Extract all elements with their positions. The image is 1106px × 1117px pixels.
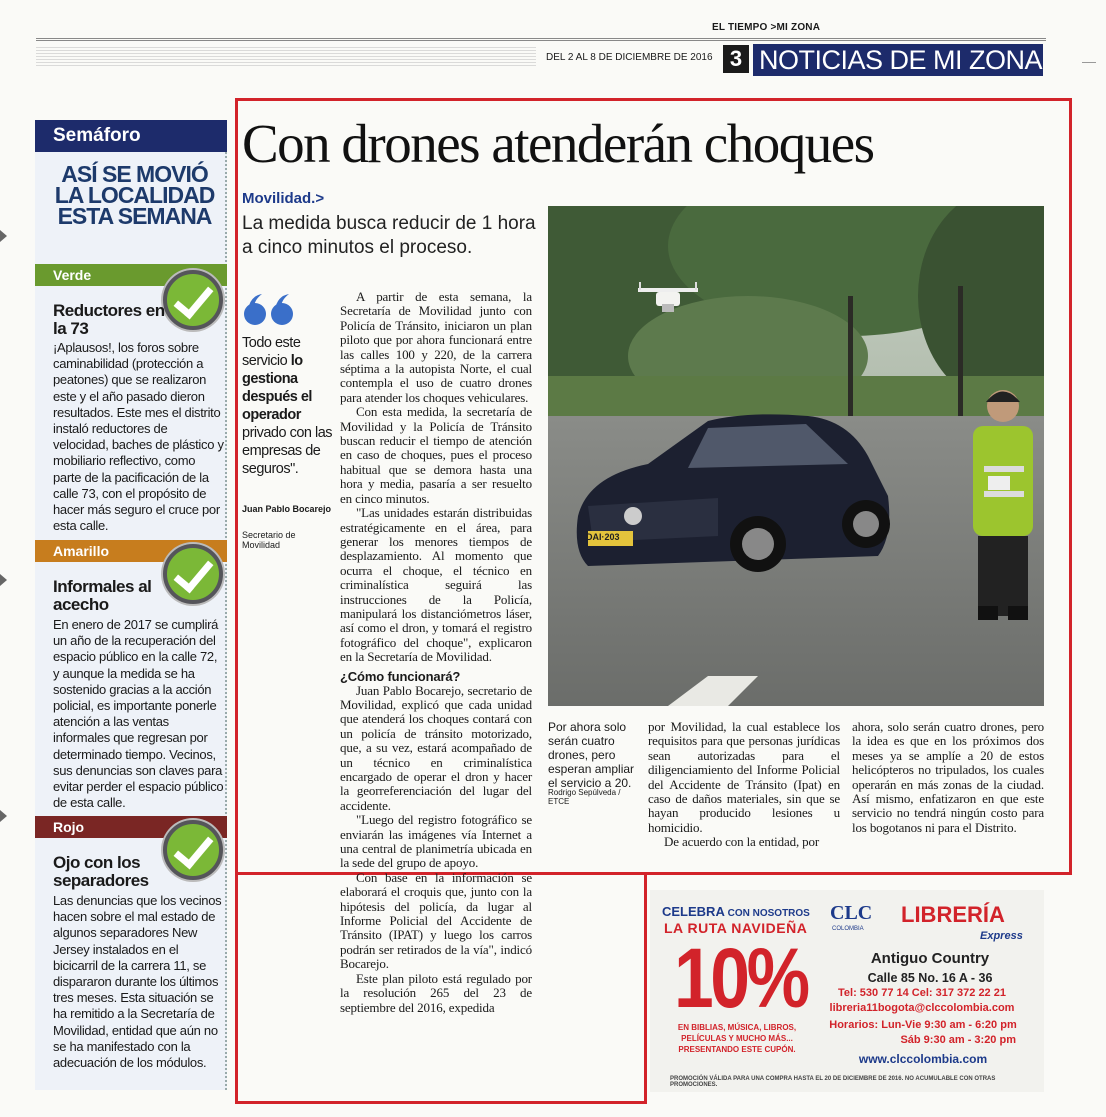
ad-hours-saturday: Sáb 9:30 am - 3:20 pm	[900, 1034, 1016, 1046]
ad-store-name: Antiguo Country	[870, 950, 990, 967]
item-body: ¡Aplausos!, los foros sobre caminabilidad (protección a peatones) que se realizaron este y el año pasado dieron resultados. Este mes el distrito instaló reductores de velocidad, baches de plástico y mobiliario reflectivo, como parte de la pacificación de la calle 73, con el propósito de hacer más seguro el cruce por esta calle.	[53, 340, 224, 534]
ad-hours-weekday: Horarios: Lun-Vie 9:30 am - 6:20 pm	[829, 1019, 1017, 1031]
level-green-bar: Verde	[35, 264, 227, 286]
bookstore-ad[interactable]	[650, 890, 1044, 1092]
item-title: Informales al acecho	[53, 577, 152, 614]
photo-caption: Por ahora solo serán cuatro drones, pero esperan ampliar el servicio a 20.	[548, 720, 635, 790]
ad-email[interactable]: libreria11bogota@clccolombia.com	[829, 1002, 1015, 1014]
ad-discount: 10%	[674, 931, 807, 1025]
item-body: En enero de 2017 se cumplirá un año de la recuperación del espacio público en la calle 72, y aunque la medida se ha sostenido gracias a la acción policial, es importante ponerle atención a las ventas informales que regresan por determinado tiempo. Vecinos, sus denuncias son claves para evitar perder el espacio público de esta calle.	[53, 617, 224, 811]
body-column-3: ahora, solo serán cuatro drones, pero la idea es que en los próximos dos meses ya se amplíe a 20 de estos helicópteros no tripulados, los cuales operarán en más zonas de la ciudad. Así mismo, enfatizaron en que este servicio no tendrá ningún costo para los bogotanos ni para el Distrito.	[852, 719, 1044, 835]
check-icon	[163, 820, 223, 880]
item-title: Ojo con los separadores	[53, 853, 149, 890]
quote-icon	[242, 292, 302, 328]
clc-logo-sub: COLOMBIA	[832, 926, 864, 932]
headline: Con drones atenderán choques	[242, 113, 874, 174]
margin-arrow-icon	[0, 810, 7, 822]
check-icon	[163, 270, 223, 330]
ad-address: Calle 85 No. 16 A - 36	[867, 971, 993, 985]
ad-express: Express	[980, 930, 1023, 942]
level-red-bar: Rojo	[35, 816, 227, 838]
drone-car-photo	[548, 206, 1044, 706]
clc-logo: CLC	[830, 902, 873, 924]
page-number: 3	[723, 45, 749, 73]
margin-arrow-icon	[0, 230, 7, 242]
level-yellow-bar: Amarillo	[35, 540, 227, 562]
item-title: Reductores en la 73	[53, 301, 165, 338]
sidebar-title: ASÍ SE MOVIÓ LA LOCALIDAD ESTA SEMANA	[54, 161, 215, 229]
kicker: Movilidad.>	[242, 190, 325, 207]
header-texture	[36, 46, 536, 66]
subhead: ¿Cómo funcionará?	[340, 668, 461, 684]
crop-mark	[1082, 62, 1096, 63]
quote-role: Secretario de Movilidad	[242, 530, 296, 550]
ad-website[interactable]: www.clccolombia.com	[858, 1052, 988, 1066]
photo-credit: Rodrigo Sepúlveda / ETCE	[548, 788, 621, 806]
section-title: NOTICIAS DE MI ZONA	[753, 44, 1043, 76]
ad-discount-detail: EN BIBLIAS, MÚSICA, LIBROS, PELÍCULAS Y MUCHO MÁS... PRESENTANDO ESTE CUPÓN.	[677, 1023, 797, 1054]
deck: La medida busca reducir de 1 hora a cinco minutos el proceso.	[242, 213, 536, 258]
issue-date: DEL 2 AL 8 DE DICIEMBRE DE 2016	[546, 52, 713, 63]
ad-fine-print: PROMOCIÓN VÁLIDA PARA UNA COMPRA HASTA EL 20 DE DICIEMBRE DE 2016. NO ACUMULABLE CON OTRAS PROMOCIONES.	[670, 1076, 996, 1088]
ad-celebra: CELEBRA CON NOSOTROS	[662, 904, 810, 919]
item-body: Las denuncias que los vecinos hacen sobre el mal estado de algunos separadores New Jersey instalados en el bicicarril de la carrera 11, se dispararon durante los últimos tres meses. Esta situación se ha remitido a la Secretaría de Movilidad, entidad que aún no se ha manifestado con la adecuación de los módulos.	[53, 893, 222, 1071]
semaforo-sidebar	[35, 120, 227, 1090]
header-rule	[36, 38, 1046, 41]
margin-arrow-icon	[0, 574, 7, 586]
body-column-2: por Movilidad, la cual establece los requisitos para que personas jurídicas sean autorizadas para el diligenciamiento del Informe Policial del Accidente de Tránsito (Ipat) en caso de daños materiales, sin que se hayan producido lesiones u homicidio. De acuerdo con la entidad, por	[648, 719, 840, 850]
body-column-1: A partir de esta semana, la Secretaría de Movilidad junto con Policía de Tránsito, iniciaron un plan piloto que por ahora funcionará entre las calles 100 y 220, de la carrera séptima a la autopista Norte, el cual contempla el uso de cuatro drones para atender los choques vehiculares. Con esta medida, la secretaría de Movilidad y la Policía de Tránsito buscan reducir el tiempo de atención en caso de choques, pues el proceso habitual que se demora hasta una hora y media, pasaría a ser resuelto en cinco minutos. "Las unidades estarán distribuidas estratégicamente en el área, para generar los menores tiempos de desplazamiento. Al momento que ocurra el choque, el técnico en criminalística seguirá las instrucciones de la Policía, manipulará los distanciómetros láser, así como el dron, y tomará el registro fotográfico del choque", explicaron en la Secretaría de Movilidad. ¿Cómo funcionará? Juan Pablo Bocarejo, secretario de Movilidad, explicó que cada unidad que atenderá los choques contará con un policía de tránsito motorizado, que, a su vez, estará acompañado de un técnico en criminalística encargado de operar el dron y hacer la georreferenciación del lugar del accidente. "Luego del registro fotográfico se enviarán las imágenes vía Internet a una central de planimetría ubicada en la sede del grupo de apoyo. Con base en la información se elaborará el croquis que, junto con la hipótesis del policía, da lugar al Informe Policial del Accidente de Tránsito (IPAT) y luego los carros podrán ser retirados de la vía", indicó Bocarejo. Este plan piloto está regulado por la resolución 265 del 23 de septiembre del 2016, expedida	[340, 289, 532, 1015]
ad-libreria: LIBRERÍA	[901, 902, 1005, 927]
ad-phones: Tel: 530 77 14 Cel: 317 372 22 21	[838, 987, 1006, 999]
license-plate: DAI·203	[586, 532, 620, 542]
section-brand: EL TIEMPO >MI ZONA	[712, 22, 821, 33]
ad-ruta: LA RUTA NAVIDEÑA	[664, 920, 808, 936]
check-icon	[163, 544, 223, 604]
quote-author: Juan Pablo Bocarejo	[242, 504, 332, 514]
sidebar-head: Semáforo	[35, 120, 227, 152]
pull-quote: Todo este servicio lo gestiona después el operador privado con las empresas de seguros".	[242, 335, 333, 477]
